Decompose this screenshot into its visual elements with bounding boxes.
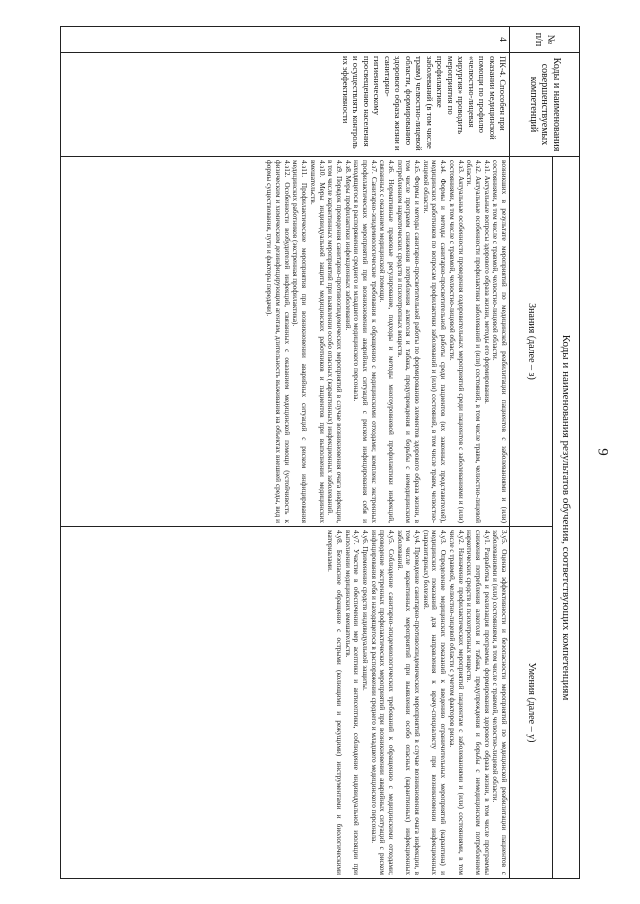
header-number: № п/п: [510, 27, 580, 53]
knowledge-item: возникших в результате мероприятий по медицинской реабилитации пациентов с заболеваниями и (или) состояниями, в том числе с травмой, челюстно-лицевой области.: [491, 160, 508, 523]
header-results: Коды и наименования результатов обучения, соответствующих компетенциям: [553, 157, 580, 879]
knowledge-item: 4.з7. Санитарно-эпидемиологические требования к обращению с медицинскими отходами; комплекс экстренных профилактических мероприятий при возникновении аварийных ситуаций с риском инфицирования себя и находящегося в распоряжении среднего и младшего медицинского персонала.: [352, 160, 378, 523]
skill-item: 4.у2. Назначение профилактических мероприятий пациентам с заболеваниями и (или) состояниями, в том числе с травмой, челюстно-лицевой области с учетом факторов риска.: [447, 530, 465, 875]
header-knowledge: Знания (далее – з): [510, 157, 553, 527]
skill-item: 4.у5. Соблюдение санитарно-эпидемиологических требований к обращению с медицинскими отходами; проведение экстренных профилактических мероприятий при возникновении аварийных ситуаций с риском инфицирования себя и находящегося в распоряжении среднего и младшего медицинского персонала.: [369, 530, 396, 875]
skill-item: 4.у4. Проведение санитарно-противоэпидемических мероприятий в случае возникновения очага инфекции, в том числе карантинных мероприятий при выявлении особо опасных (карантинных) инфекционных заболеваний.: [395, 530, 422, 875]
knowledge-item: 4.з9. Порядок проведения санитарно-противоэпидемических мероприятий в случае возникновения очага инфекции, в том числе карантинных мероприятий при выявлении особо опасных (карантинных) инфекционных заболеваний.: [326, 160, 343, 523]
knowledge-item: 4.з2. Актуальные особенности профилактики заболеваний и (или) состояний, в том числе травм, челюстно-лицевой области.: [465, 160, 482, 523]
page-number: 9: [594, 448, 611, 456]
knowledge-item: 4.з12. Особенности возбудителей инфекций, связанных с оказанием медицинской помощи (устойчивость к физическим и химическим дезинфицирующим агентам, длительность выживания на объектах внешней среды, вид и формы существования, пути и факторы передачи).: [265, 160, 291, 523]
knowledge-item: 4.з10. Меры индивидуальной защиты медицинских работников и пациентов при выполнении медицинских вмешательств.: [308, 160, 326, 523]
skill-item: 4.у1. Разработка и реализация программы формирования здорового образа жизни, в том числе программы снижения потребления алкоголя и табака, предупреждения и борьбы с немедицинским потреблением наркотических средств и психотропных веществ.: [465, 530, 491, 875]
knowledge-item: 4.з3. Актуальные особенности проведения оздоровительных мероприятий среди пациентов с заболеваниями и (или) состояниями, в том числе с травмой, челюстно-лицевой области.: [447, 160, 465, 523]
row-number: 4: [61, 27, 510, 53]
skill-item: 4.у8. Безопасное обращение с острыми (колющими и режущими) инструментами и биологическими материалами.: [326, 530, 343, 875]
competence-table-sheet: [60, 26, 580, 878]
skill-item: 4.у6. Применение средств индивидуальной защиты.: [361, 530, 369, 691]
skill-item: 4.у7. Участие в обеспечении мер асептики и антисептики, соблюдение индивидуальной изоляции при выполнении медицинских вмешательств.: [343, 530, 361, 875]
skill-item: 3.у5. Оценка эффективности и безопасности мероприятий по медицинской реабилитации пациентов с заболеваниями и (или) состояниями, в том числе с травмой, челюстно-лицевой области.: [491, 530, 508, 875]
skill-item: 4.у3. Определение медицинских показаний к введению ограничительных мероприятий (карантина) и медицинских показаний для направления к врачу-специалисту при возникновении инфекционных (паразитарных) болезней.: [421, 530, 448, 875]
skills-cell: [61, 527, 510, 879]
knowledge-item: 4.з8. Меры профилактики инфекционных заболеваний.: [343, 160, 352, 331]
knowledge-item: 4.з6. Нормативные правовые регулирование, подходы и методы многоуровневой профилактики инфекций, связанных с оказанием медицинской помощи.: [378, 160, 396, 523]
header-skills: Умения (далее – у): [510, 527, 553, 879]
knowledge-item: 4.з11. Профилактические мероприятия при возникновении аварийных ситуаций с риском инфицирования медицинских работников (экстренная профилактика).: [291, 160, 309, 523]
knowledge-cell: [61, 157, 510, 527]
header-competence: Коды и наименования совершенствуемых компетенций: [510, 53, 580, 157]
knowledge-item: 4.з5. Формы и методы санитарно-просветительной работы по формированию элементов здорового образа жизни, в том числе программ снижения потребления алкоголя и табака, предупреждения и борьбы с немедицинским потреблением наркотических средств и психотропных веществ.: [395, 160, 422, 523]
table-row: [61, 27, 510, 879]
knowledge-item: 4.з4. Формы и методы санитарно-просветительной работы среди пациентов (их законных представителей), медицинских работников по вопросам профилактики заболеваний и (или) состояний, в том числе травм, челюстно-лицевой области.: [421, 160, 448, 523]
competence-name: ПК-4. Способен при оказании медицинской помощи по профилю «челюстно-лицевая хирургия» проводить мероприятия по профилактике заболеваний (в том числе травм) челюстно-лицевой области, формированию здорового образа жизни и санитарно-гигиеническому просвещению населения и осуществлять контроль их эффективности: [61, 53, 510, 157]
competence-table: [60, 26, 580, 879]
knowledge-item: 4.з1. Актуальные вопросы здорового образа жизни, методы его формирования.: [482, 160, 491, 404]
